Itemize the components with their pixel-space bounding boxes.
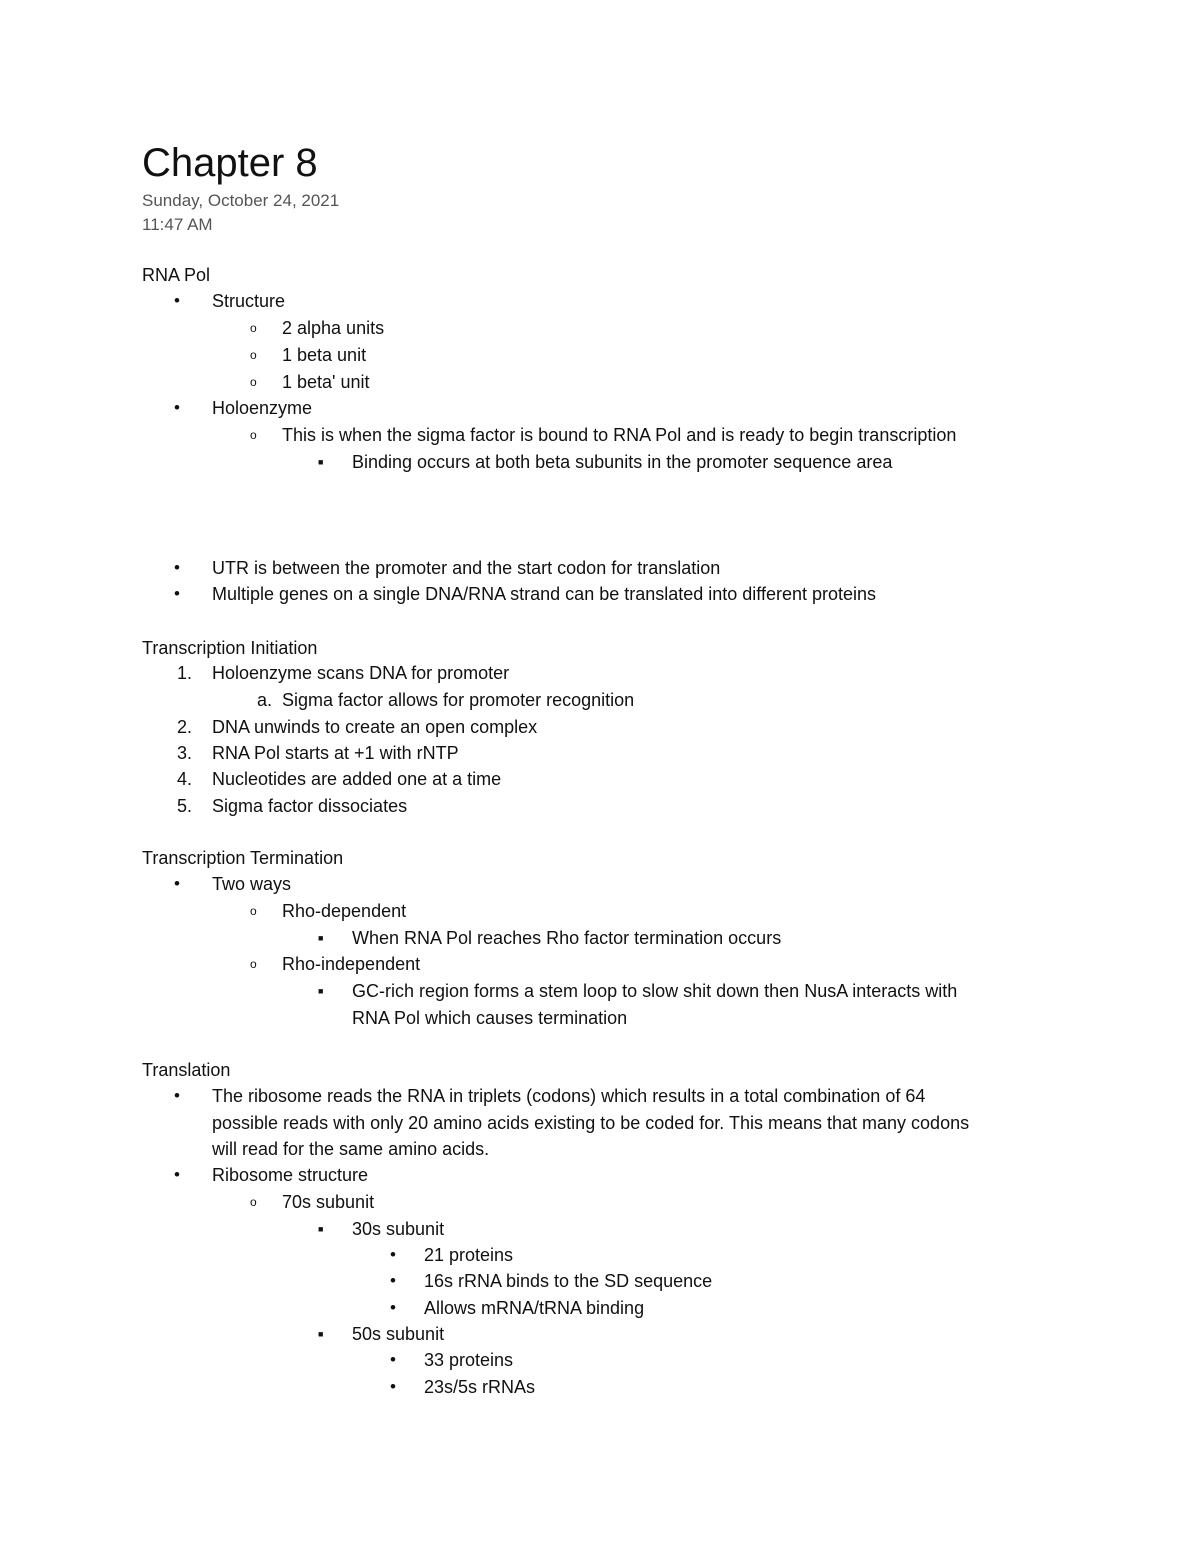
list-item: Sigma factor allows for promoter recognition <box>282 690 635 710</box>
square-bullet-icon: ■ <box>318 933 324 943</box>
list-item: This is when the sigma factor is bound to RNA Pol and is ready to begin transcription <box>282 425 957 445</box>
disc-bullet-icon: • <box>174 584 180 603</box>
section-heading-initiation: Transcription Initiation <box>142 638 318 658</box>
list-item: Sigma factor dissociates <box>212 796 408 816</box>
list-item: 70s subunit <box>282 1192 375 1212</box>
list-item: Rho-dependent <box>282 901 407 921</box>
list-item: Holoenzyme scans DNA for promoter <box>212 663 510 683</box>
disc-bullet-icon: • <box>390 1245 396 1264</box>
list-item: 1 beta' unit <box>282 372 370 392</box>
disc-bullet-icon: • <box>390 1271 396 1290</box>
list-item: Multiple genes on a single DNA/RNA strand can be translated into different proteins <box>212 584 877 604</box>
list-item: Binding occurs at both beta subunits in the promoter sequence area <box>352 452 893 472</box>
list-item: Two ways <box>212 874 292 894</box>
section-heading-translation: Translation <box>142 1060 231 1080</box>
circle-bullet-icon: o <box>250 321 257 335</box>
section-heading-termination: Transcription Termination <box>142 848 344 868</box>
step-number: 3. <box>176 743 192 763</box>
square-bullet-icon: ■ <box>318 1224 324 1234</box>
list-item: GC-rich region forms a stem loop to slow shit down then NusA interacts with <box>352 981 958 1001</box>
disc-bullet-icon: • <box>174 1086 180 1105</box>
page-date: Sunday, October 24, 2021 <box>142 191 340 210</box>
list-item: 1 beta unit <box>282 345 367 365</box>
disc-bullet-icon: • <box>390 1350 396 1369</box>
list-item: DNA unwinds to create an open complex <box>212 717 538 737</box>
list-item: 16s rRNA binds to the SD sequence <box>424 1271 713 1291</box>
list-item: 33 proteins <box>424 1350 514 1370</box>
page-title: Chapter 8 <box>142 141 318 185</box>
list-item: The ribosome reads the RNA in triplets (codons) which results in a total combination of 64 <box>212 1086 926 1106</box>
list-item: 50s subunit <box>352 1324 445 1344</box>
circle-bullet-icon: o <box>250 348 257 362</box>
list-item: Structure <box>212 291 286 311</box>
section-heading-rna-pol: RNA Pol <box>142 265 211 285</box>
circle-bullet-icon: o <box>250 375 257 389</box>
step-number: 2. <box>176 717 192 737</box>
disc-bullet-icon: • <box>174 874 180 893</box>
list-item: 30s subunit <box>352 1219 445 1239</box>
list-item: 21 proteins <box>424 1245 514 1265</box>
circle-bullet-icon: o <box>250 1195 257 1209</box>
disc-bullet-icon: • <box>174 398 180 417</box>
list-item: RNA Pol starts at +1 with rNTP <box>212 743 459 763</box>
list-item-continuation: will read for the same amino acids. <box>212 1139 490 1159</box>
circle-bullet-icon: o <box>250 957 257 971</box>
list-item-continuation: RNA Pol which causes termination <box>352 1008 628 1028</box>
list-item: UTR is between the promoter and the start codon for translation <box>212 558 721 578</box>
list-item: Nucleotides are added one at a time <box>212 769 502 789</box>
circle-bullet-icon: o <box>250 904 257 918</box>
disc-bullet-icon: • <box>174 1165 180 1184</box>
list-item: 23s/5s rRNAs <box>424 1377 536 1397</box>
step-number: 4. <box>176 769 192 789</box>
page-time: 11:47 AM <box>142 215 213 234</box>
circle-bullet-icon: o <box>250 428 257 442</box>
list-item: Holoenzyme <box>212 398 313 418</box>
step-letter: a. <box>256 690 272 710</box>
disc-bullet-icon: • <box>390 1377 396 1396</box>
step-number: 5. <box>176 796 192 816</box>
list-item: Allows mRNA/tRNA binding <box>424 1298 645 1318</box>
square-bullet-icon: ■ <box>318 986 324 996</box>
disc-bullet-icon: • <box>174 558 180 577</box>
list-item: Rho-independent <box>282 954 421 974</box>
list-item-continuation: possible reads with only 20 amino acids existing to be coded for. This means that many codons <box>212 1113 970 1133</box>
disc-bullet-icon: • <box>390 1298 396 1317</box>
list-item: Ribosome structure <box>212 1165 369 1185</box>
list-item: When RNA Pol reaches Rho factor termination occurs <box>352 928 782 948</box>
list-item: 2 alpha units <box>282 318 385 338</box>
square-bullet-icon: ■ <box>318 457 324 467</box>
disc-bullet-icon: • <box>174 291 180 310</box>
square-bullet-icon: ■ <box>318 1329 324 1339</box>
step-number: 1. <box>176 663 192 683</box>
